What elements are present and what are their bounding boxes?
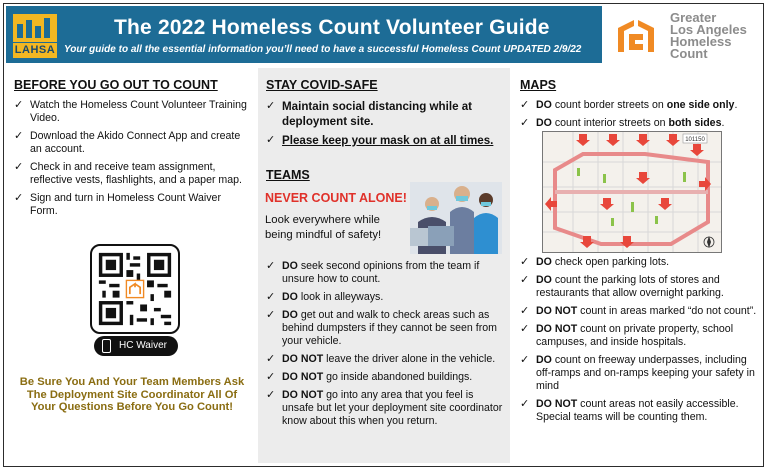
check-icon: ✓	[520, 354, 530, 366]
list-item: ✓ Please keep your mask on at all times.	[266, 134, 494, 147]
list-item: ✓ DO check open parking lots.	[520, 256, 670, 268]
check-icon: ✓	[266, 353, 276, 365]
check-icon: ✓	[14, 161, 24, 173]
list-item: ✓ DO seek second opinions from the team if unsure how to count.	[266, 260, 480, 285]
check-icon: ✓	[266, 309, 276, 321]
maps-heading: MAPS	[520, 78, 557, 92]
header-banner	[6, 6, 602, 63]
check-icon: ✓	[520, 305, 530, 317]
maps-column	[512, 68, 761, 463]
count-area-map	[542, 131, 722, 253]
before-column	[6, 68, 256, 463]
never-count-alone: NEVER COUNT ALONE!	[265, 191, 407, 205]
before-list	[14, 99, 248, 223]
list-item: ✓ DO NOT leave the driver alone in the vehicle.	[266, 353, 496, 365]
check-icon: ✓	[520, 398, 530, 410]
list-item: ✓ DO count on freeway underpasses, including off-ramps and on-ramps keeping your safety in mind	[520, 354, 755, 392]
list-item: ✓ DO count border streets on one side only.	[520, 99, 738, 111]
lahsa-logo	[13, 14, 57, 58]
teams-heading: TEAMS	[266, 168, 310, 182]
map-illustration	[543, 132, 721, 252]
list-item: ✓ DO count the parking lots of stores and restaurants that allow overnight parking.	[520, 274, 724, 299]
check-icon: ✓	[266, 100, 276, 112]
page-subtitle: Your guide to all the essential information you’ll need to have a successful Homeless Count UPDATED 2/9/22	[64, 44, 582, 55]
look-everywhere-text: Look everywhere while being mindful of safety!	[265, 214, 382, 241]
hc-waiver-button[interactable]	[94, 336, 178, 356]
check-icon: ✓	[520, 256, 530, 268]
list-item: ✓ DO NOT count in areas marked “do not count”.	[520, 305, 757, 317]
list-item: ✓ DO NOT go inside abandoned buildings.	[266, 371, 473, 383]
list-item: ✓ DO NOT count areas not easily accessible. Special teams will be counting them.	[520, 398, 739, 423]
covid-heading: STAY COVID-SAFE	[266, 78, 378, 92]
volunteers-illustration	[410, 182, 502, 254]
list-item: ✓ DO count interior streets on both sides.	[520, 117, 725, 129]
before-heading: BEFORE YOU GO OUT TO COUNT	[14, 78, 218, 92]
teams-list	[266, 260, 504, 433]
maps-top-list	[520, 99, 758, 135]
ask-coordinator-note: Be Sure You And Your Team Members Ask The Deployment Site Coordinator All Of Your Questions Before You Go Count!	[19, 376, 245, 413]
list-item: ✓ Download the Akido Connect App and create an account.	[14, 130, 241, 155]
list-item: ✓ Watch the Homeless Count Volunteer Training Video.	[14, 99, 247, 124]
hc-waiver-label: HC Waiver	[119, 340, 167, 351]
waiver-qr-code[interactable]	[90, 244, 180, 334]
list-item: ✓ Check in and receive team assignment, reflective vests, flashlights, and a paper map.	[14, 161, 242, 186]
check-icon: ✓	[266, 291, 276, 303]
check-icon: ✓	[14, 130, 24, 142]
check-icon: ✓	[266, 260, 276, 272]
check-icon: ✓	[14, 99, 24, 111]
homeless-count-logo-icon	[614, 16, 658, 56]
list-item: ✓ DO get out and walk to check areas such as behind dumpsters if they cannot be seen from your vehicle.	[266, 309, 497, 347]
covid-teams-column	[258, 68, 510, 463]
check-icon: ✓	[520, 99, 530, 111]
lahsa-logo-buildings	[13, 14, 57, 42]
check-icon: ✓	[266, 389, 276, 401]
list-item: ✓ Sign and turn in Homeless Count Waiver Form.	[14, 192, 221, 217]
list-item: ✓ DO look in alleyways.	[266, 291, 384, 303]
maps-list	[520, 256, 758, 429]
phone-icon	[102, 339, 111, 353]
list-item: ✓ DO NOT go into any area that you feel is unsafe but let your deployment site coordinator know about this when you return.	[266, 389, 503, 427]
list-item: ✓ DO NOT count on private property, school campuses, and inside hospitals.	[520, 323, 734, 348]
check-icon: ✓	[520, 274, 530, 286]
map-tag-label: 101150	[685, 137, 705, 143]
check-icon: ✓	[520, 323, 530, 335]
homeless-count-logo-text: Greater Los Angeles Homeless Count	[670, 10, 747, 61]
homeless-count-logo	[606, 6, 761, 63]
check-icon: ✓	[14, 192, 24, 204]
lahsa-logo-text: LAHSA	[14, 44, 56, 56]
check-icon: ✓	[266, 134, 276, 146]
covid-list	[266, 99, 504, 153]
list-item: ✓ Maintain social distancing while at deployment site.	[266, 100, 473, 128]
page-title: The 2022 Homeless Count Volunteer Guide	[114, 16, 550, 39]
check-icon: ✓	[266, 371, 276, 383]
qr-code-icon	[92, 246, 178, 332]
check-icon: ✓	[520, 117, 530, 129]
